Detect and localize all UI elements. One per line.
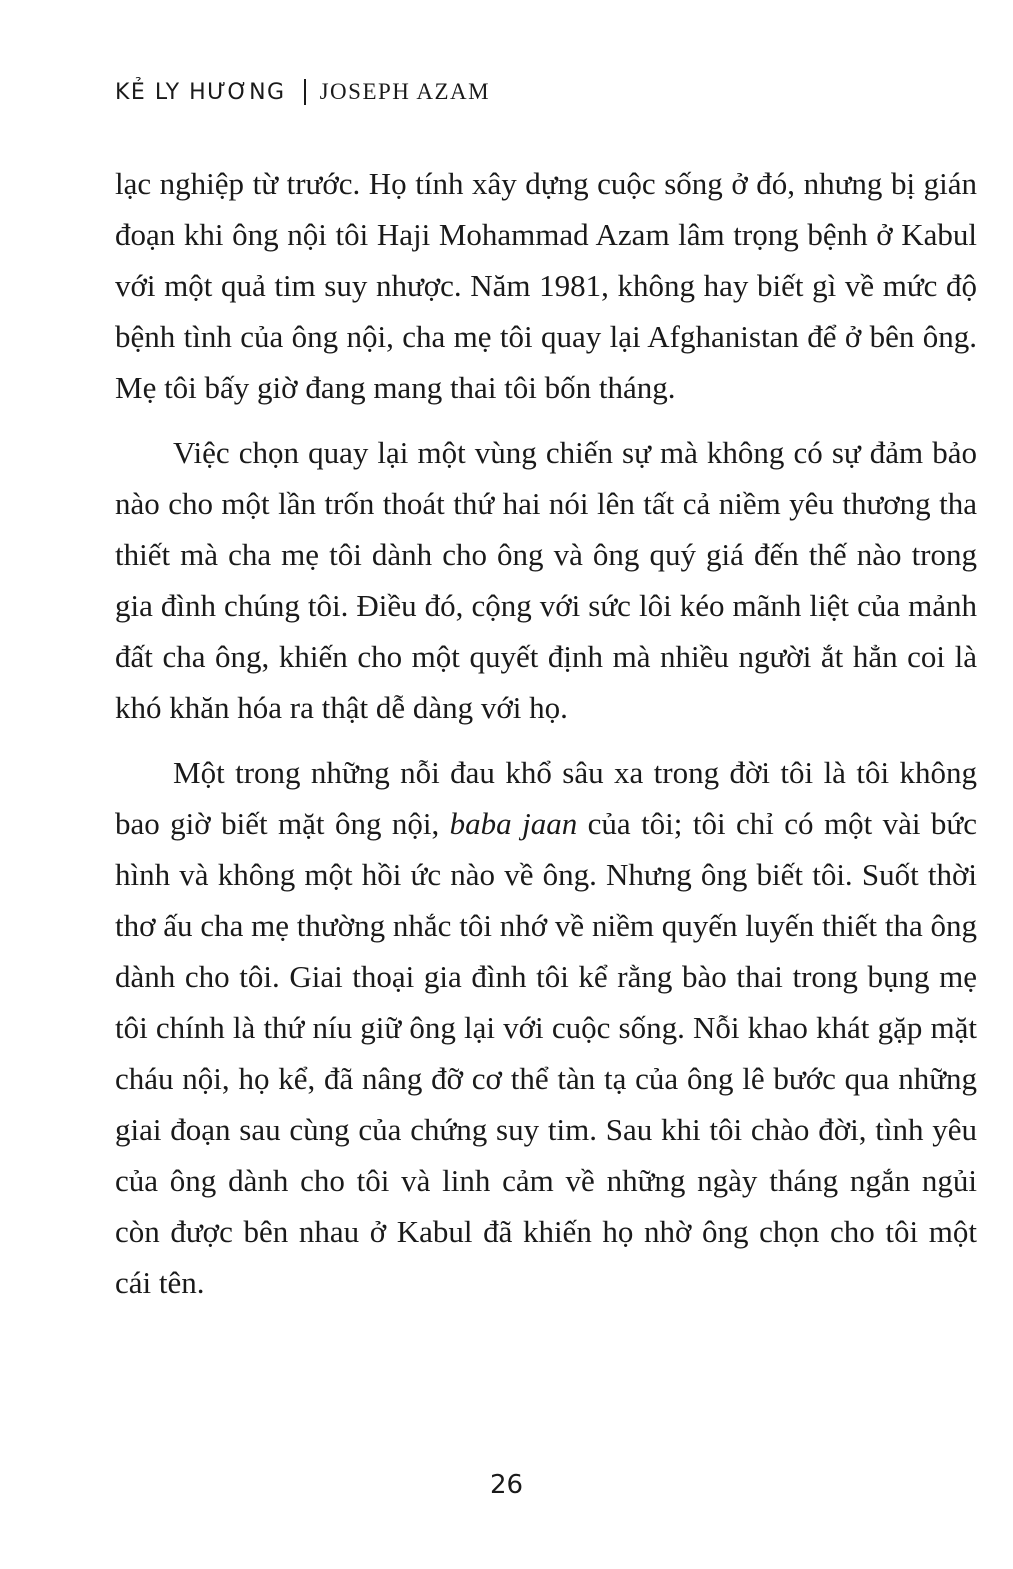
- book-title: KẺ LY HƯƠNG: [115, 79, 286, 105]
- italic-term: baba jaan: [449, 806, 578, 841]
- author-name: JOSEPH AZAM: [319, 79, 491, 104]
- header-separator: [304, 79, 306, 105]
- paragraph-3: [115, 747, 977, 1308]
- paragraph-2: Việc chọn quay lại một vùng chiến sự mà không có sự đảm bảo nào cho một lần trốn thoát thứ hai nói lên tất cả niềm yêu thương tha thiết mà cha mẹ tôi dành cho ông và ông quý giá đến thế nào trong gia đình chúng tôi. Điều đó, cộng với sức lôi kéo mãnh liệt của mảnh đất cha ông, khiến cho một quyết định mà nhiều người ắt hẳn coi là khó khăn hóa ra thật dễ dàng với họ.: [115, 435, 977, 725]
- paragraph-3-part-2: của tôi; tôi chỉ có một vài bức hình và không một hồi ức nào về ông. Nhưng ông biết tôi. Suốt thời thơ ấu cha mẹ thường nhắc tôi nhớ về niềm quyến luyến thiết tha ông dành cho tôi. Giai thoại gia đình tôi kể rằng bào thai trong bụng mẹ tôi chính là thứ níu giữ ông lại với cuộc sống. Nỗi khao khát gặp mặt cháu nội, họ kể, đã nâng đỡ cơ thể tàn tạ của ông lê bước qua những giai đoạn sau cùng của chứng suy tim. Sau khi tôi chào đời, tình yêu của ông dành cho tôi và linh cảm về những ngày tháng ngắn ngủi còn được bên nhau ở Kabul đã khiến họ nhờ ông chọn cho tôi một cái tên.: [115, 806, 977, 1300]
- paragraph-1: lạc nghiệp từ trước. Họ tính xây dựng cuộc sống ở đó, nhưng bị gián đoạn khi ông nội tôi Haji Mohammad Azam lâm trọng bệnh ở Kabul với một quả tim suy nhược. Năm 1981, không hay biết gì về mức độ bệnh tình của ông nội, cha mẹ tôi quay lại Afghanistan để ở bên ông. Mẹ tôi bấy giờ đang mang thai tôi bốn tháng.: [115, 166, 977, 405]
- page-number: 26: [489, 1470, 524, 1500]
- paragraph-3-part-1: Một trong những nỗi đau khổ sâu xa trong đời tôi là tôi không bao giờ biết mặt ông nội,: [115, 755, 977, 841]
- body-text: [115, 158, 977, 1308]
- running-header: [115, 72, 490, 112]
